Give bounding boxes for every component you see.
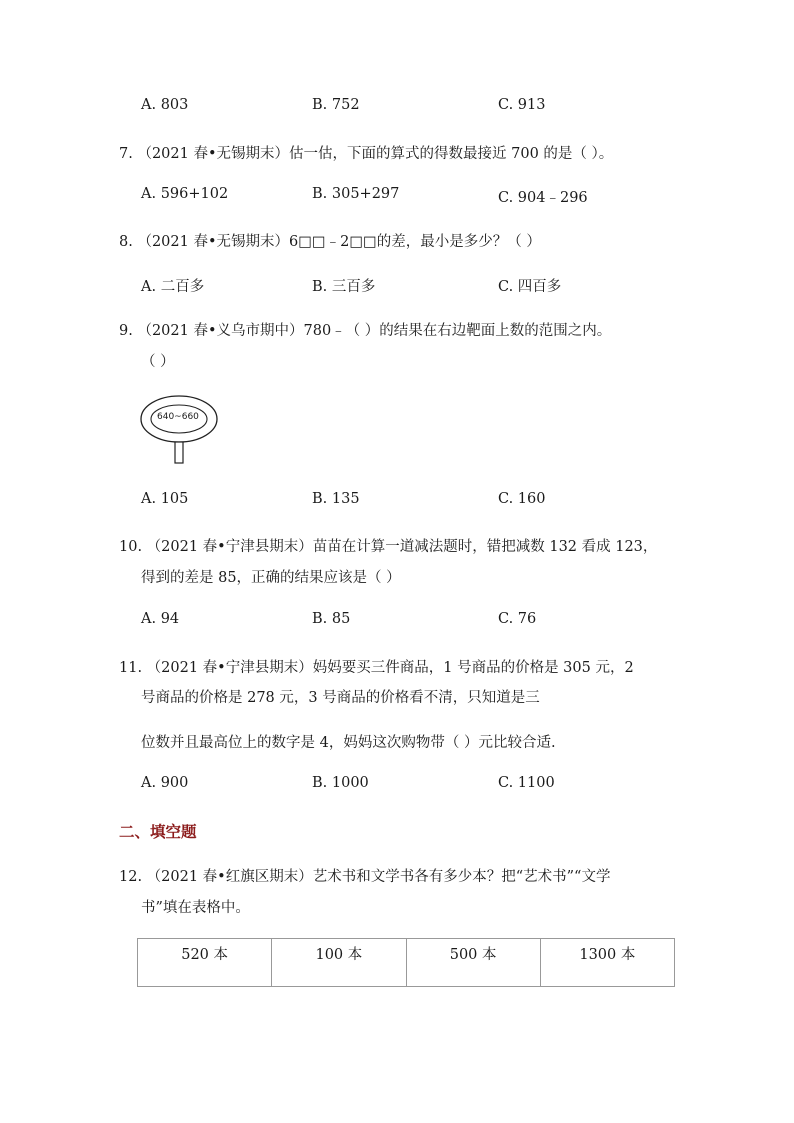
q11-question-line1: 11. （2021 春•宁津县期末）妈妈要买三件商品，1 号商品的价格是 305 元，2 [119, 660, 634, 676]
q12-question-line2: 书”填在表格中。 [141, 900, 250, 916]
q10-option-c[interactable]: C. 76 [498, 611, 537, 627]
q12-answer-table [137, 938, 675, 987]
section-title-fill-in: 二、填空题 [119, 823, 197, 841]
q6-option-b[interactable]: B. 752 [312, 97, 360, 113]
q11-question-line2: 号商品的价格是 278 元，3 号商品的价格看不清，只知道是三 [141, 690, 540, 706]
q6-option-a[interactable]: A. 803 [141, 97, 189, 113]
q11-option-a[interactable]: A. 900 [141, 775, 189, 791]
q9-answer-blank: （ ） [141, 354, 175, 370]
q10-question-line1: 10. （2021 春•宁津县期末）苗苗在计算一道减法题时，错把减数 132 看成 123， [119, 539, 658, 555]
q7-question: 7. （2021 春•无锡期末）估一估，下面的算式的得数最接近 700 的是（ ）。 [119, 146, 614, 162]
table-row [138, 939, 675, 987]
q8-option-b[interactable]: B. 三百多 [312, 279, 376, 295]
target-board-icon [140, 393, 220, 465]
q11-option-c[interactable]: C. 1100 [498, 775, 555, 791]
table-cell-100[interactable]: 100 本 [272, 939, 406, 987]
q9-question: 9. （2021 春•义乌市期中）780﹣（ ）的结果在右边靶面上数的范围之内。 [119, 323, 612, 339]
table-cell-520[interactable]: 520 本 [138, 939, 272, 987]
q7-option-b[interactable]: B. 305+297 [312, 186, 400, 202]
q10-option-a[interactable]: A. 94 [141, 611, 180, 627]
q9-option-c[interactable]: C. 160 [498, 491, 546, 507]
q8-option-a[interactable]: A. 二百多 [141, 279, 205, 295]
q10-option-b[interactable]: B. 85 [312, 611, 351, 627]
q12-question-line1: 12. （2021 春•红旗区期末）艺术书和文学书各有多少本？把“艺术书”“文学 [119, 869, 611, 885]
table-cell-1300[interactable]: 1300 本 [540, 939, 674, 987]
q9-option-b[interactable]: B. 135 [312, 491, 360, 507]
q6-option-c[interactable]: C. 913 [498, 97, 546, 113]
target-board-figure [140, 393, 220, 465]
q11-question-line3: 位数并且最高位上的数字是 4，妈妈这次购物带（ ）元比较合适. [141, 735, 556, 751]
q7-option-a[interactable]: A. 596+102 [141, 186, 229, 202]
q7-option-c[interactable]: C. 904﹣296 [498, 190, 588, 206]
q9-option-a[interactable]: A. 105 [141, 491, 189, 507]
target-range-label: 640~660 [157, 412, 199, 422]
q10-question-line2: 得到的差是 85，正确的结果应该是（ ） [141, 570, 401, 586]
q8-option-c[interactable]: C. 四百多 [498, 279, 562, 295]
table-cell-500[interactable]: 500 本 [406, 939, 540, 987]
q11-option-b[interactable]: B. 1000 [312, 775, 369, 791]
q8-question: 8. （2021 春•无锡期末）6□□﹣2□□的差，最小是多少？（ ） [119, 234, 541, 250]
